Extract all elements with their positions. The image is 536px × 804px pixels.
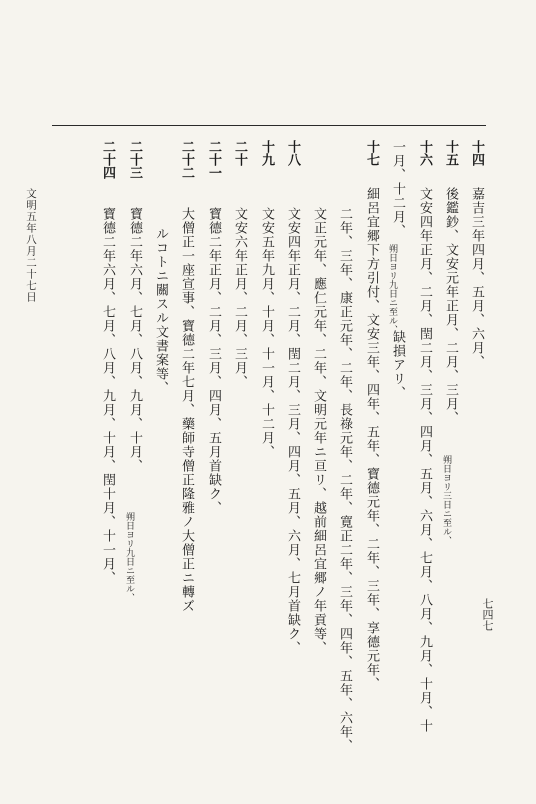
entry-text-15: 後鑑鈔、文安元年正月、二月、三月、 [443,187,458,425]
entry-number-14: 十四 [469,140,484,166]
entry-number-22: 二十二 [179,140,194,179]
footer-date: 文明五年八月二十七日 [25,188,37,303]
entry-text-23: 寶德二年六月、七月、八月、九月、十月、 [127,207,142,473]
entry-text-24: 寶德二年六月、七月、八月、九月、十月、閏十月、十一月、 [100,207,115,585]
entry-text-18: 文安四年正月、二月、閏二月、三月、四月、五月、六月、七月首缺ク、 [285,207,300,655]
entry-note-15: 朔日ヨリ三日ニ至ル、 [441,455,451,545]
entry-continuation-22: ルコトニ關スル文書案等、 [153,227,168,395]
entry-number-21: 二十一 [206,140,221,179]
entry-continuation-16: 一月、十二月、 [390,140,405,238]
entry-text-19: 文安五年九月、十月、十一月、十二月、 [259,207,274,459]
header-rule [52,125,486,126]
entry-continuation-17a: 二年、三年、康正元年、二年、長祿元年、二年、寛正二年、三年、四年、五年、六年、 [337,207,352,753]
entry-text-16: 文安四年正月、二月、閏二月、三月、四月、五月、六月、七月、八月、九月、十月、十 [417,187,432,733]
entry-text-17: 細呂宜郷下方引付、文安三年、四年、五年、寶德元年、二年、三年、享德元年、 [364,187,379,691]
entry-continuation-17b: 文正元年、應仁元年、二年、文明元年ニ亘リ、越前細呂宜郷ノ年貢等、 [311,207,326,655]
entry-note-16: 朔日ヨリ九日ニ至ル、 [387,244,397,334]
entry-text-14: 嘉吉三年四月、五月、六月、 [469,187,484,369]
entry-number-23: 二十三 [127,140,142,179]
entry-note-23: 朔日ヨリ九日ニ至ル、 [124,512,134,602]
entry-number-24: 二十四 [100,140,115,179]
entry-number-18: 十八 [285,140,300,166]
page-number: 七四七 [481,598,494,631]
entry-number-15: 十五 [443,140,458,166]
entry-text-20: 文安六年正月、二月、三月、 [232,207,247,389]
entry-number-16: 十六 [417,140,432,166]
entry-text-22: 大僧正一座宣事、寶德二年七月、藥師寺僧正隆雅ノ大僧正ニ轉ズ [179,207,194,613]
entry-text2-16: 缺損アリ、 [390,330,405,400]
entry-number-17: 十七 [364,140,379,166]
entry-number-20: 二十 [232,140,247,166]
entry-number-19: 十九 [259,140,274,166]
entry-text-21: 寶德二年正月、二月、三月、四月、五月首缺ク、 [206,207,221,515]
